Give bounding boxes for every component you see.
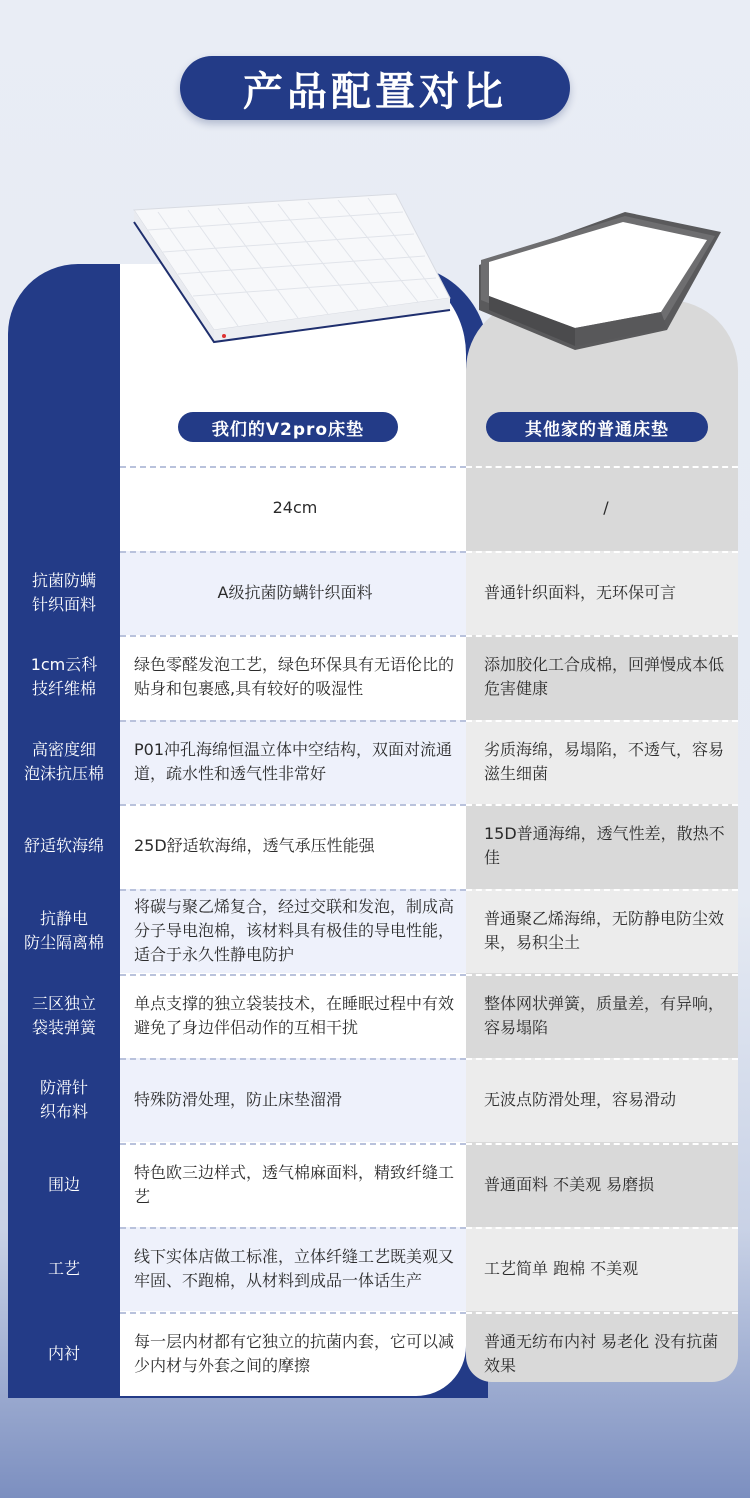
row-label: 抗静电 防尘隔离棉: [23, 909, 104, 952]
row-label: 舒适软海绵: [23, 836, 104, 855]
competitor-mattress-image: [475, 210, 725, 355]
row-label: 高密度细 泡沫抗压棉: [23, 740, 104, 783]
row-divider: [120, 1227, 466, 1229]
competitor-spec-cell: 添加胶化工合成棉，回弹慢成本低 危害健康: [484, 655, 725, 698]
comparison-row: [8, 466, 738, 550]
competitor-spec-cell: 无波点防滑处理，容易滑动: [466, 1058, 738, 1142]
comparison-row: [8, 1058, 738, 1142]
page-title: 产品配置对比: [180, 56, 570, 120]
row-divider: [120, 551, 466, 553]
row-label: 工艺: [47, 1259, 80, 1278]
our-spec-cell: 绿色零醛发泡工艺，绿色环保具有无语伦比的贴身和包裹感,具有较好的吸湿性: [134, 655, 455, 698]
row-label: 围边: [47, 1175, 80, 1194]
row-label: 抗菌防螨 针织面料: [31, 571, 96, 614]
our-spec-cell: 单点支撑的独立袋装技术，在睡眠过程中有效避免了身边伴侣动作的互相干扰: [134, 994, 455, 1037]
competitor-spec-cell: 普通针织面料，无环保可言: [466, 551, 738, 635]
row-divider: [120, 1143, 466, 1145]
competitor-spec-cell: 工艺简单 跑棉 不美观: [466, 1227, 738, 1311]
row-divider: [466, 1143, 738, 1145]
comparison-row: [8, 974, 738, 1058]
row-divider: [466, 1058, 738, 1060]
competitor-product-header: 其他家的普通床垫: [486, 412, 708, 442]
comparison-row: [8, 635, 738, 719]
row-divider: [466, 889, 738, 891]
our-spec-cell: A级抗菌防螨针织面料: [120, 551, 466, 635]
row-divider: [466, 1312, 738, 1314]
competitor-spec-cell: 普通聚乙烯海绵，无防静电防尘效果，易积尘土: [466, 889, 738, 973]
row-divider: [120, 889, 466, 891]
comparison-row: [8, 804, 738, 888]
our-spec-cell: 特殊防滑处理，防止床垫溜滑: [120, 1058, 466, 1142]
row-divider: [466, 466, 738, 468]
row-divider: [466, 974, 738, 976]
row-divider: [466, 1227, 738, 1229]
our-spec-cell: 特色欧三边样式，透气棉麻面料，精致纤缝工艺: [134, 1163, 455, 1206]
row-divider: [466, 551, 738, 553]
competitor-spec-cell: 15D普通海绵，透气性差，散热不佳: [484, 824, 725, 867]
row-divider: [120, 466, 466, 468]
comparison-row: [8, 1227, 738, 1311]
our-spec-cell: 25D舒适软海绵，透气承压性能强: [134, 836, 375, 855]
row-divider: [466, 635, 738, 637]
competitor-spec-cell: /: [603, 498, 609, 517]
comparison-row: [8, 551, 738, 635]
row-label: [8, 466, 120, 550]
comparison-row: [8, 1312, 738, 1396]
row-label: 内衬: [47, 1344, 80, 1363]
row-label: 三区独立 袋装弹簧: [31, 994, 96, 1037]
row-label: 防滑针 织布料: [39, 1078, 88, 1121]
row-label: 1cm云科 技纤维棉: [30, 655, 98, 698]
competitor-spec-cell: 普通面料 不美观 易磨损: [484, 1175, 655, 1194]
row-divider: [120, 1312, 466, 1314]
row-divider: [466, 720, 738, 722]
comparison-row: [8, 889, 738, 973]
competitor-spec-cell: 劣质海绵，易塌陷，不透气，容易滋生细菌: [466, 720, 738, 804]
comparison-row: [8, 720, 738, 804]
row-divider: [120, 635, 466, 637]
row-divider: [466, 804, 738, 806]
row-divider: [120, 1058, 466, 1060]
our-spec-cell: 24cm: [272, 498, 318, 517]
our-spec-cell: P01冲孔海绵恒温立体中空结构，双面对流通道，疏水性和透气性非常好: [120, 720, 466, 804]
our-spec-cell: 线下实体店做工标准，立体纤缝工艺既美观又牢固、不跑棉，从材料到成品一体话生产: [120, 1227, 466, 1311]
our-mattress-image: [128, 190, 456, 360]
our-spec-cell: 每一层内材都有它独立的抗菌内套，它可以减少内材与外套之间的摩擦: [134, 1332, 455, 1375]
our-spec-cell: 将碳与聚乙烯复合，经过交联和发泡，制成高分子导电泡棉，该材料具有极佳的导电性能，适合于永久性静电防护: [120, 889, 466, 973]
row-divider: [120, 720, 466, 722]
row-divider: [120, 804, 466, 806]
row-divider: [120, 974, 466, 976]
competitor-spec-cell: 整体网状弹簧，质量差，有异响，容易塌陷: [484, 994, 725, 1037]
competitor-spec-cell: 普通无纺布内衬 易老化 没有抗菌效果: [484, 1332, 719, 1375]
our-product-header: 我们的V2pro床垫: [178, 412, 398, 442]
comparison-row: [8, 1143, 738, 1227]
